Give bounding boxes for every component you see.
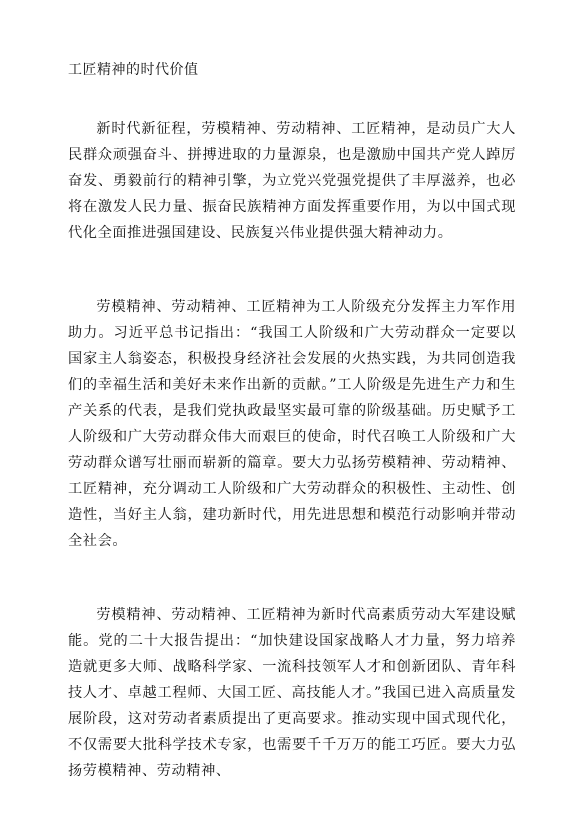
paragraph-2: 劳模精神、劳动精神、工匠精神为工人阶级充分发挥主力军作用助力。习近平总书记指出：“我国工人阶级和广大劳动群众一定要以国家主人翁姿态，积极投身经济社会发展的火热实践，为共同创造我们的幸福生活和美好未来作出新的贡献。”工人阶级是先进生产力和生产关系的代表，是我们党执政最坚实最可靠的阶级基础。历史赋予工人阶级和广大劳动群众伟大而艰巨的使命，时代召唤工人阶级和广大劳动群众谱写壮丽而崭新的篇章。要大力弘扬劳模精神、劳动精神、工匠精神，充分调动工人阶级和广大劳动群众的积极性、主动性、创造性，当好主人翁，建功新时代，用先进思想和模范行动影响并带动全社会。 — [68, 299, 516, 549]
document-title: 工匠精神的时代价值 — [68, 62, 199, 78]
paragraph-3: 劳模精神、劳动精神、工匠精神为新时代高素质劳动大军建设赋能。党的二十大报告提出：“加快建设国家战略人才力量，努力培养造就更多大师、战略科学家、一流科技领军人才和创新团队、青年科技人才、卓越工程师、大国工匠、高技能人才。”我国已进入高质量发展阶段，这对劳动者素质提出了更高要求。推动实现中国式现代化，不仅需要大批科学技术专家，也需要千千万万的能工巧匠。要大力弘扬劳模精神、劳动精神、 — [68, 607, 516, 779]
paragraph-1: 新时代新征程，劳模精神、劳动精神、工匠精神，是动员广大人民群众顽强奋斗、拼搏进取的力量源泉，也是激励中国共产党人踔厉奋发、勇毅前行的精神引擎，为立党兴党强党提供了丰厚滋养，也必将在激发人民力量、振奋民族精神方面发挥重要作用，为以中国式现代化全面推进强国建设、民族复兴伟业提供强大精神动力。 — [68, 121, 516, 241]
